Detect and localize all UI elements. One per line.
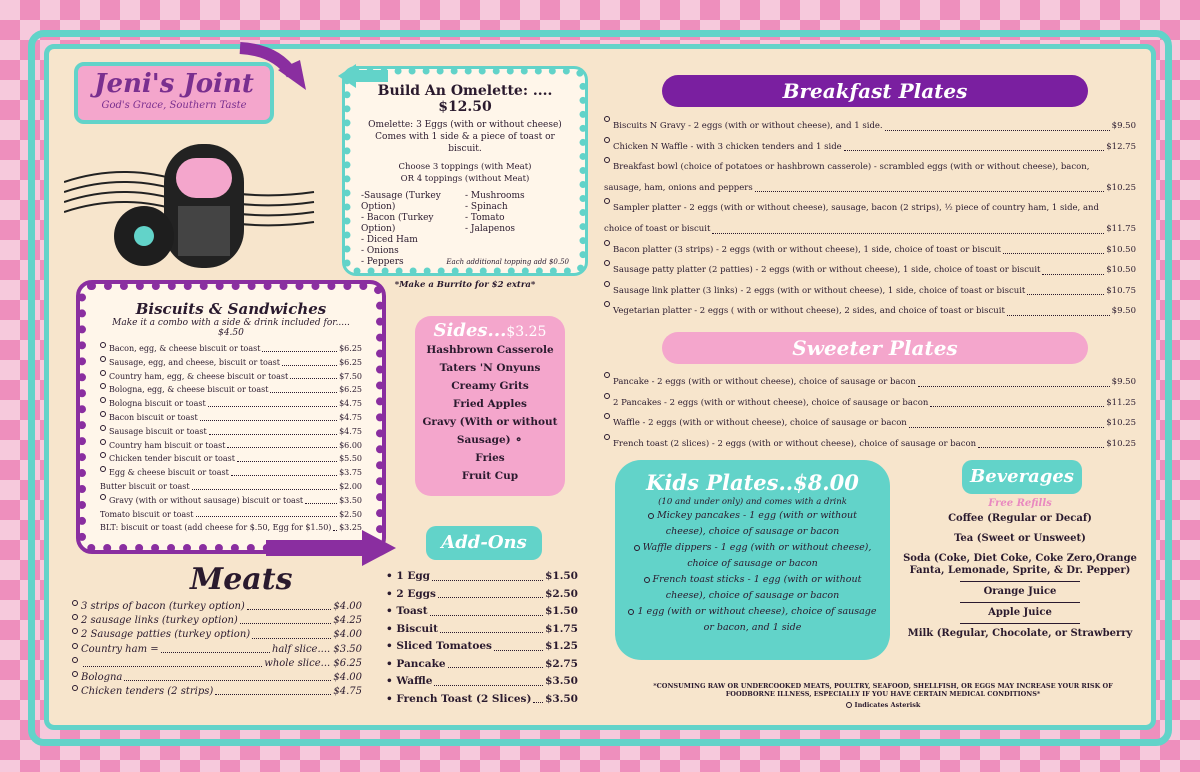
item-price: $1.25: [545, 640, 578, 652]
item-name: • French Toast (2 Slices): [386, 692, 532, 705]
item-price: $4.75: [333, 686, 362, 698]
item-name: • Waffle: [386, 675, 433, 687]
item-name: Bologna, egg, & cheese biscuit or toast: [109, 385, 269, 395]
kid-item: [627, 572, 878, 603]
arrow-right-icon: [266, 530, 396, 566]
item-name: Gravy (with or without sausage) biscuit or toast: [109, 495, 304, 505]
leader-dots: [909, 413, 1104, 428]
arrow-icon: [236, 40, 316, 96]
circle-icon: [604, 281, 610, 287]
circle-icon: [604, 434, 610, 440]
omelette-burrito: *Make a Burrito for $2 extra*: [394, 280, 536, 290]
topping: - Onions: [361, 246, 399, 256]
item-name: • Pancake: [386, 657, 446, 670]
circle-icon: [72, 657, 78, 663]
item-name: Sausage link platter (3 links) - 2 eggs (with or without cheese), 1 side, choice of toast or biscuit: [613, 285, 1026, 296]
kids-list: [627, 508, 878, 635]
leader-dots: [844, 137, 1105, 152]
circle-icon: [604, 393, 610, 399]
item-price: $9.50: [1111, 121, 1136, 131]
menu-row: [604, 116, 1136, 137]
leader-dots: [208, 397, 337, 407]
kid-item: [627, 540, 878, 571]
menu-row: [386, 673, 578, 691]
menu-row: [100, 370, 362, 384]
leader-dots: [282, 356, 337, 366]
circle-icon: [100, 452, 106, 458]
circle-icon: [72, 671, 78, 677]
leader-dots: [247, 600, 332, 610]
menu-row: [604, 372, 1136, 393]
menu-row: [386, 603, 578, 621]
addons-title: Add-Ons: [426, 526, 542, 560]
item-name: Bacon, egg, & cheese biscuit or toast: [109, 344, 261, 353]
beverage-item: Milk (Regular, Chocolate, or Strawberry: [907, 628, 1133, 639]
item-name: Vegetarian platter - 2 eggs ( with or without cheese), 2 sides, and choice of toast or biscuit: [613, 306, 1005, 317]
omelette-title: Build An Omelette: .... $12.50: [377, 83, 553, 115]
leader-dots: [438, 586, 543, 599]
item-name: • Biscuit: [386, 622, 439, 635]
leader-dots: [432, 568, 543, 581]
kid-item: [627, 604, 878, 635]
leader-dots: [930, 393, 1104, 408]
leader-dots: [237, 452, 337, 462]
disclaimer-text: *CONSUMING RAW OR UNDERCOOKED MEATS, POULTRY, SEAFOOD, SHELLFISH, OR EGGS MAY INCREASE YOUR RISK OF FOODBORNE ILLNESS, ESPECIALLY IF YOU HAVE CERTAIN MEDICAL CONDITIONS*: [653, 682, 1113, 698]
item-name: Egg & cheese biscuit or toast: [109, 468, 229, 478]
menu-row: [604, 178, 1136, 199]
item-name: sausage, ham, onions and peppers: [604, 182, 753, 193]
leader-dots: [227, 439, 337, 449]
leader-dots: [252, 628, 331, 638]
item-name: Chicken tender biscuit or toast: [109, 454, 235, 464]
item-price: $6.25: [339, 344, 362, 353]
side-item: Fries: [475, 452, 505, 464]
circle-icon: [648, 513, 654, 519]
item-price: $7.50: [339, 371, 362, 381]
omelette-line2: Comes with 1 side & a piece of toast or biscuit.: [375, 132, 555, 154]
menu-row: [604, 157, 1136, 178]
item-name: Bacon biscuit or toast: [109, 412, 198, 422]
leader-dots: [494, 638, 543, 651]
item-price: $1.50: [545, 605, 578, 617]
topping: -Sausage (Turkey Option): [361, 191, 441, 212]
leader-dots: [712, 219, 1104, 234]
menu-row: [72, 685, 362, 699]
topping: - Mushrooms: [465, 191, 525, 201]
item-price: $2.50: [545, 587, 578, 600]
menu-row: [604, 434, 1136, 455]
item-price: $10.25: [1106, 418, 1136, 429]
kids-sub: (10 and under only) and comes with a drink: [658, 497, 847, 507]
sides-box: [415, 316, 565, 496]
sides-title: Sides...: [433, 320, 507, 341]
disclaimer: [648, 682, 1118, 709]
item-name: 2 sausage links (turkey option): [81, 615, 238, 627]
item-price: half slice.... $3.50: [271, 643, 362, 655]
menu-row: [386, 586, 578, 604]
topping: - Diced Ham: [361, 235, 418, 245]
leader-dots: [533, 691, 543, 704]
circle-icon: [100, 494, 106, 500]
menu-row: [604, 260, 1136, 281]
side-item: Fruit Cup: [461, 470, 519, 482]
leader-dots: [209, 425, 337, 435]
circle-icon: [628, 609, 634, 615]
circle-icon: [604, 240, 610, 246]
item-price: $9.50: [1111, 377, 1136, 387]
sides-list: [415, 341, 565, 485]
item-price: $3.50: [545, 675, 578, 687]
item-name: Butter biscuit or toast: [100, 481, 190, 491]
circle-icon: [634, 545, 640, 551]
beverage-item: Tea (Sweet or Unsweet): [954, 533, 1086, 544]
item-name: Waffle - 2 eggs (with or without cheese), choice of sausage or bacon: [613, 418, 907, 429]
topping: - Jalapenos: [465, 224, 516, 234]
beverages-title: Beverages: [962, 460, 1082, 494]
biscuits-combo: Make it a combo with a side & drink included for..... $4.50: [112, 318, 350, 338]
leader-dots: [200, 411, 337, 421]
circle-icon: [604, 372, 610, 378]
menu-row: [386, 691, 578, 709]
beverage-item: Coffee (Regular or Decaf): [948, 513, 1092, 524]
item-price: $6.25: [339, 385, 362, 395]
kid-item-text: Mickey pancakes - 1 egg (with or without cheese), choice of sausage or bacon: [657, 510, 857, 537]
item-price: $12.75: [1106, 141, 1136, 152]
free-refills: Free Refills: [988, 498, 1052, 509]
logo-tagline: God's Grace, Southern Taste: [101, 100, 247, 111]
item-name: Sampler platter - 2 eggs (with or without cheese), sausage, bacon (2 strips), ½ piece of country ham, 1 side, and: [613, 203, 1099, 214]
menu-row: [100, 508, 362, 522]
addons-list: [386, 568, 578, 708]
side-item: Creamy Grits: [451, 380, 529, 392]
item-price: $3.50: [545, 692, 578, 705]
menu-row: [386, 568, 578, 586]
leader-dots: [290, 370, 337, 380]
item-name: Breakfast bowl (choice of potatoes or hashbrown casserole) - scrambled eggs (with or without cheese), bacon,: [613, 162, 1090, 173]
leader-dots: [161, 643, 270, 653]
kid-item: [627, 508, 878, 539]
leader-dots: [192, 480, 337, 490]
side-item: Fried Apples: [453, 398, 527, 410]
item-name: Chicken tenders (2 strips): [81, 686, 214, 698]
menu-row: [100, 480, 362, 494]
circle-icon: [604, 301, 610, 307]
item-price: $4.00: [333, 629, 362, 641]
leader-dots: [918, 372, 1110, 387]
circle-icon: [100, 356, 106, 362]
menu-row: [100, 439, 362, 453]
item-price: $6.00: [339, 440, 362, 450]
circle-icon: [644, 577, 650, 583]
sweeter-banner: Sweeter Plates: [662, 332, 1088, 364]
circle-icon: [72, 643, 78, 649]
omelette-choose2: OR 4 toppings (without Meat): [400, 174, 530, 184]
menu-row: [100, 466, 362, 480]
item-price: $10.25: [1106, 182, 1136, 193]
omelette-line1: Omelette: 3 Eggs (with or without cheese): [368, 120, 562, 130]
item-price: $10.75: [1106, 285, 1136, 296]
circle-icon: [72, 685, 78, 691]
item-price: $9.50: [1111, 306, 1136, 317]
circle-icon: [72, 614, 78, 620]
leader-dots: [978, 434, 1104, 449]
item-name: French toast (2 slices) - 2 eggs (with or without cheese), choice of sausage or bacon: [613, 438, 977, 449]
biscuits-box: [78, 282, 384, 552]
omelette-box: [344, 68, 586, 290]
circle-icon: [604, 198, 610, 204]
item-price: $1.50: [545, 570, 578, 582]
item-price: whole slice... $6.25: [264, 657, 362, 669]
menu-row: [604, 413, 1136, 434]
leader-dots: [240, 614, 332, 624]
meats-title: Meats: [190, 562, 293, 597]
leader-dots: [434, 673, 543, 686]
item-price: $4.00: [333, 672, 362, 684]
circle-icon: [846, 702, 852, 708]
leader-dots: [1003, 240, 1104, 255]
menu-row: [386, 638, 578, 656]
topping: - Tomato: [465, 213, 505, 223]
item-price: $11.25: [1106, 397, 1136, 408]
item-name: Country ham biscuit or toast: [109, 440, 226, 450]
item-price: $3.25: [339, 523, 362, 533]
circle-icon: [100, 411, 106, 417]
circle-icon: [604, 157, 610, 163]
item-name: Bologna biscuit or toast: [109, 399, 206, 409]
circle-icon: [604, 116, 610, 122]
beverages-list: [900, 498, 1140, 644]
leader-dots: [1042, 260, 1104, 275]
item-name: Chicken N Waffle - with 3 chicken tenders and 1 side: [613, 141, 842, 152]
side-item: Hashbrown Casserole: [426, 344, 554, 356]
item-price: $4.00: [333, 601, 362, 612]
circle-icon: [72, 628, 78, 634]
circle-icon: [100, 439, 106, 445]
menu-row: [386, 656, 578, 674]
menu-row: [100, 494, 362, 508]
item-price: $2.00: [339, 481, 362, 491]
leader-dots: [755, 178, 1105, 193]
item-price: $3.75: [339, 468, 362, 478]
item-price: $4.75: [339, 412, 362, 422]
leader-dots: [262, 342, 337, 352]
menu-row: [72, 657, 362, 671]
menu-row: [604, 301, 1136, 322]
item-name: Pancake - 2 eggs (with or without cheese), choice of sausage or bacon: [613, 377, 916, 387]
leader-dots: [196, 508, 338, 518]
leader-dots: [270, 383, 337, 393]
biscuits-list: [100, 342, 362, 535]
sides-price: $3.25: [506, 324, 547, 340]
item-name: • Sliced Tomatoes: [386, 640, 492, 652]
menu-row: [72, 628, 362, 642]
omelette-each-additional: Each additional topping add $0.50: [446, 258, 569, 266]
beverage-item: Soda (Coke, Diet Coke, Coke Zero,Orange Fanta, Lemonade, Sprite, & Dr. Pepper): [903, 553, 1137, 576]
leader-dots: [885, 116, 1110, 131]
menu-row: [100, 452, 362, 466]
circle-icon: [604, 260, 610, 266]
item-name: 2 Pancakes - 2 eggs (with or without cheese), choice of sausage or bacon: [613, 397, 929, 408]
item-name: Tomato biscuit or toast: [100, 509, 194, 519]
breakfast-list: [604, 116, 1136, 322]
menu-row: [100, 342, 362, 356]
item-name: 3 strips of bacon (turkey option): [81, 601, 245, 612]
menu-row: [100, 411, 362, 425]
menu-row: [604, 240, 1136, 261]
item-name: Country ham =: [81, 643, 159, 655]
menu-row: [604, 198, 1136, 219]
item-price: $6.25: [339, 357, 362, 367]
menu-row: [604, 281, 1136, 302]
side-item: Sausage) ⚬: [456, 434, 524, 446]
item-name: • 1 Egg: [386, 570, 431, 582]
circle-icon: [100, 466, 106, 472]
beverage-item: Apple Juice: [988, 607, 1052, 618]
side-item: Gravy (With or without: [422, 416, 558, 428]
item-name: Sausage biscuit or toast: [109, 426, 207, 436]
item-name: Bacon platter (3 strips) - 2 eggs (with or without cheese), 1 side, choice of toast or biscuit: [613, 244, 1001, 255]
omelette-choose1: Choose 3 toppings (with Meat): [398, 162, 532, 172]
breakfast-banner: Breakfast Plates: [662, 75, 1088, 107]
item-name: • 2 Eggs: [386, 587, 436, 600]
item-price: $3.50: [339, 495, 362, 505]
logo-name: Jeni's Joint: [94, 69, 254, 99]
item-price: $5.50: [339, 454, 362, 464]
circle-icon: [100, 370, 106, 376]
leader-dots: [305, 494, 337, 504]
menu-row: [72, 643, 362, 657]
circle-icon: [100, 425, 106, 431]
kid-item-text: French toast sticks - 1 egg (with or without cheese), choice of sausage or bacon: [652, 574, 862, 601]
menu-row: [604, 137, 1136, 158]
circle-icon: [72, 600, 78, 606]
topping: - Peppers: [361, 257, 404, 267]
meats-list: [72, 600, 362, 699]
item-price: $10.50: [1106, 265, 1136, 276]
kid-item-text: Waffle dippers - 1 egg (with or without cheese), choice of sausage or bacon: [642, 542, 872, 569]
item-price: $11.75: [1106, 223, 1136, 234]
menu-row: [72, 671, 362, 685]
item-name: Sausage, egg, and cheese, biscuit or toast: [109, 357, 280, 367]
item-name: BLT: biscuit or toast (add cheese for $.50, Egg for $1.50): [100, 523, 332, 533]
menu-row: [72, 614, 362, 628]
arrow-left-icon: [338, 64, 388, 88]
menu-row: [100, 383, 362, 397]
menu-row: [386, 621, 578, 639]
item-name: Sausage patty platter (2 patties) - 2 eggs (with or without cheese), 1 side, choice of toast or biscuit: [613, 265, 1041, 276]
item-name: Biscuits N Gravy - 2 eggs (with or without cheese), and 1 side.: [613, 121, 883, 131]
topping: - Spinach: [465, 202, 508, 212]
item-price: $10.50: [1106, 244, 1136, 255]
leader-dots: [448, 656, 544, 669]
kids-title: Kids Plates..$8.00: [646, 470, 859, 495]
menu-row: [72, 600, 362, 614]
leader-dots: [1007, 301, 1110, 316]
item-price: $1.75: [545, 622, 578, 635]
side-item: Taters 'N Onyuns: [439, 362, 541, 374]
kid-item-text: 1 egg (with or without cheese), choice of sausage or bacon, and 1 side: [637, 606, 877, 633]
leader-dots: [1027, 281, 1104, 296]
item-price: $2.50: [339, 509, 362, 519]
item-name: Bologna: [81, 672, 123, 684]
leader-dots: [124, 671, 331, 681]
disclaimer-note: Indicates Asterisk: [854, 701, 921, 709]
circle-icon: [100, 397, 106, 403]
item-price: $10.25: [1106, 438, 1136, 449]
menu-row: [100, 425, 362, 439]
topping: - Bacon (Turkey Option): [361, 213, 434, 234]
biscuits-title: Biscuits & Sandwiches: [135, 300, 327, 318]
item-price: $2.75: [545, 657, 578, 670]
menu-row: [100, 397, 362, 411]
item-name: • Toast: [386, 605, 428, 617]
beverage-item: Orange Juice: [983, 586, 1057, 597]
item-name: 2 Sausage patties (turkey option): [81, 629, 251, 641]
item-price: $4.75: [339, 399, 362, 409]
circle-icon: [604, 137, 610, 143]
item-price: $4.75: [339, 426, 362, 436]
leader-dots: [231, 466, 337, 476]
leader-dots: [440, 621, 543, 634]
menu-row: [604, 393, 1136, 414]
circle-icon: [100, 383, 106, 389]
circle-icon: [604, 413, 610, 419]
jukebox-icon: [64, 132, 324, 282]
leader-dots: [83, 657, 262, 667]
circle-icon: [100, 342, 106, 348]
menu-row: [604, 219, 1136, 240]
menu-row: [100, 356, 362, 370]
sweeter-list: [604, 372, 1136, 454]
leader-dots: [430, 603, 544, 616]
item-price: $4.25: [333, 615, 362, 627]
item-name: choice of toast or biscuit: [604, 223, 711, 234]
item-name: Country ham, egg, & cheese biscuit or toast: [109, 371, 289, 381]
kids-box: [615, 460, 890, 660]
leader-dots: [215, 685, 331, 695]
